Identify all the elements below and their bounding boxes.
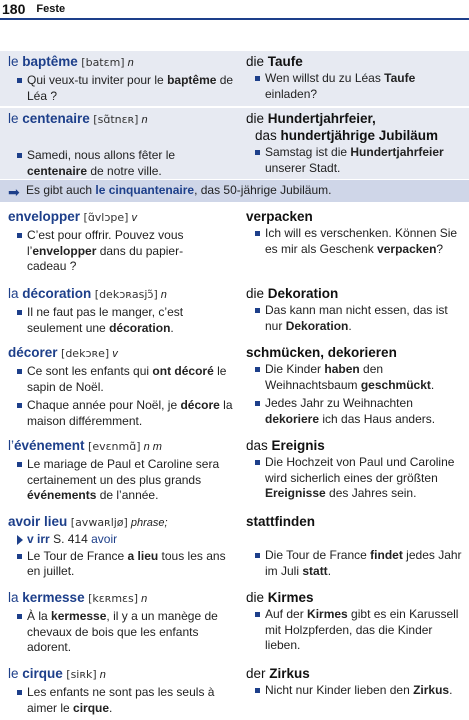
note-text: Es gibt auch le cinquantenaire, das 50-jährige Jubiläum.: [26, 183, 332, 197]
fr-headword: avoir lieu [avwaʀljø] phrase;: [8, 514, 168, 529]
de-headword: der Zirkus: [246, 666, 310, 681]
fr-headword: le cirque [siʀk] n: [8, 666, 106, 681]
de-headword-alt: das hundertjährige Jubiläum: [255, 128, 439, 143]
fr-headword: le baptême [batɛm] n: [8, 54, 134, 69]
fr-headword: envelopper [ɑ̃vlɔpe] v: [8, 209, 138, 224]
entry-bapteme: [0, 51, 469, 106]
entry-evenement: [0, 437, 469, 509]
fr-headword: décorer [dekɔʀe] v: [8, 345, 118, 360]
de-example: Die Kinder haben den Weihnachtsbaum geschmückt.: [246, 362, 468, 393]
entry-cirque: [0, 665, 469, 717]
section-title: Feste: [36, 3, 66, 15]
fr-example: Chaque année pour Noël, je décore la maison différemment.: [8, 398, 238, 429]
arrow-right-icon: ➡: [8, 184, 20, 200]
fr-headword: le centenaire [sɑ̃tnɛʀ] n: [8, 111, 148, 126]
de-example: Die Tour de France findet jedes Jahr im Juli statt.: [246, 548, 468, 579]
de-headword: die Kirmes: [246, 590, 314, 605]
entry-envelopper: [0, 208, 469, 280]
note-box: [0, 180, 469, 202]
entry-decorer: [0, 344, 469, 432]
fr-example: Il ne faut pas le manger, c’est seulement une décoration.: [8, 305, 238, 336]
de-headword: stattfinden: [246, 514, 315, 529]
fr-headword: la décoration [dekɔʀasjɔ̃] n: [8, 286, 167, 301]
de-example: Die Hochzeit von Paul und Caroline wird sicherlich eines der größten Ereignisse des Jahres sein.: [246, 455, 468, 502]
de-headword: verpacken: [246, 209, 313, 224]
entry-decoration: [0, 285, 469, 337]
de-example: Auf der Kirmes gibt es ein Karussell mit Holzpferden, das die Kinder lieben.: [246, 607, 468, 654]
verb-reference[interactable]: v irr S. 414 avoir: [8, 532, 238, 548]
entry-kermesse: [0, 589, 469, 661]
page-header: [0, 0, 469, 20]
de-example: Das kann man nicht essen, das ist nur Dekoration.: [246, 303, 468, 334]
de-example: Nicht nur Kinder lieben den Zirkus.: [246, 683, 468, 699]
fr-example: Qui veux-tu inviter pour le baptême de Léa ?: [8, 73, 238, 104]
avoir-link[interactable]: avoir: [91, 532, 118, 546]
de-example: Wen willst du zu Léas Taufe einladen?: [246, 71, 468, 102]
fr-headword: la kermesse [kɛʀmɛs] n: [8, 590, 148, 605]
entry-centenaire: [0, 108, 469, 179]
fr-example: Le Tour de France a lieu tous les ans en juillet.: [8, 549, 238, 580]
fr-example: Ce sont les enfants qui ont décoré le sapin de Noël.: [8, 364, 238, 395]
de-headword: die Dekoration: [246, 286, 339, 301]
fr-example: C’est pour offrir. Pouvez vous l’envelopper dans du papier-cadeau ?: [8, 228, 198, 275]
de-example: Samstag ist die Hundertjahrfeier unserer Stadt.: [246, 145, 468, 176]
de-example: Jedes Jahr zu Weihnachten dekoriere ich das Haus anders.: [246, 396, 468, 427]
fr-example: Le mariage de Paul et Caroline sera certainement un des plus grands événements de l’année.: [8, 457, 238, 504]
fr-example: Samedi, nous allons fêter le centenaire de notre ville.: [8, 148, 238, 179]
entry-avoir-lieu: [0, 513, 469, 585]
fr-headword: l’événement [evɛnmɑ̃] n m: [8, 438, 162, 453]
triangle-right-icon: [17, 535, 23, 545]
de-headword: die Taufe: [246, 54, 303, 69]
page-number: 180: [2, 1, 26, 17]
de-example: Ich will es verschenken. Können Sie es mir als Geschenk verpacken?: [246, 226, 468, 257]
fr-example: Les enfants ne sont pas les seuls à aimer le cirque.: [8, 685, 238, 716]
de-headword: schmücken, dekorieren: [246, 345, 397, 360]
fr-example: À la kermesse, il y a un manège de chevaux de bois que les enfants adorent.: [8, 609, 238, 656]
de-headword: die Hundertjahrfeier,: [246, 111, 376, 126]
de-headword: das Ereignis: [246, 438, 325, 453]
